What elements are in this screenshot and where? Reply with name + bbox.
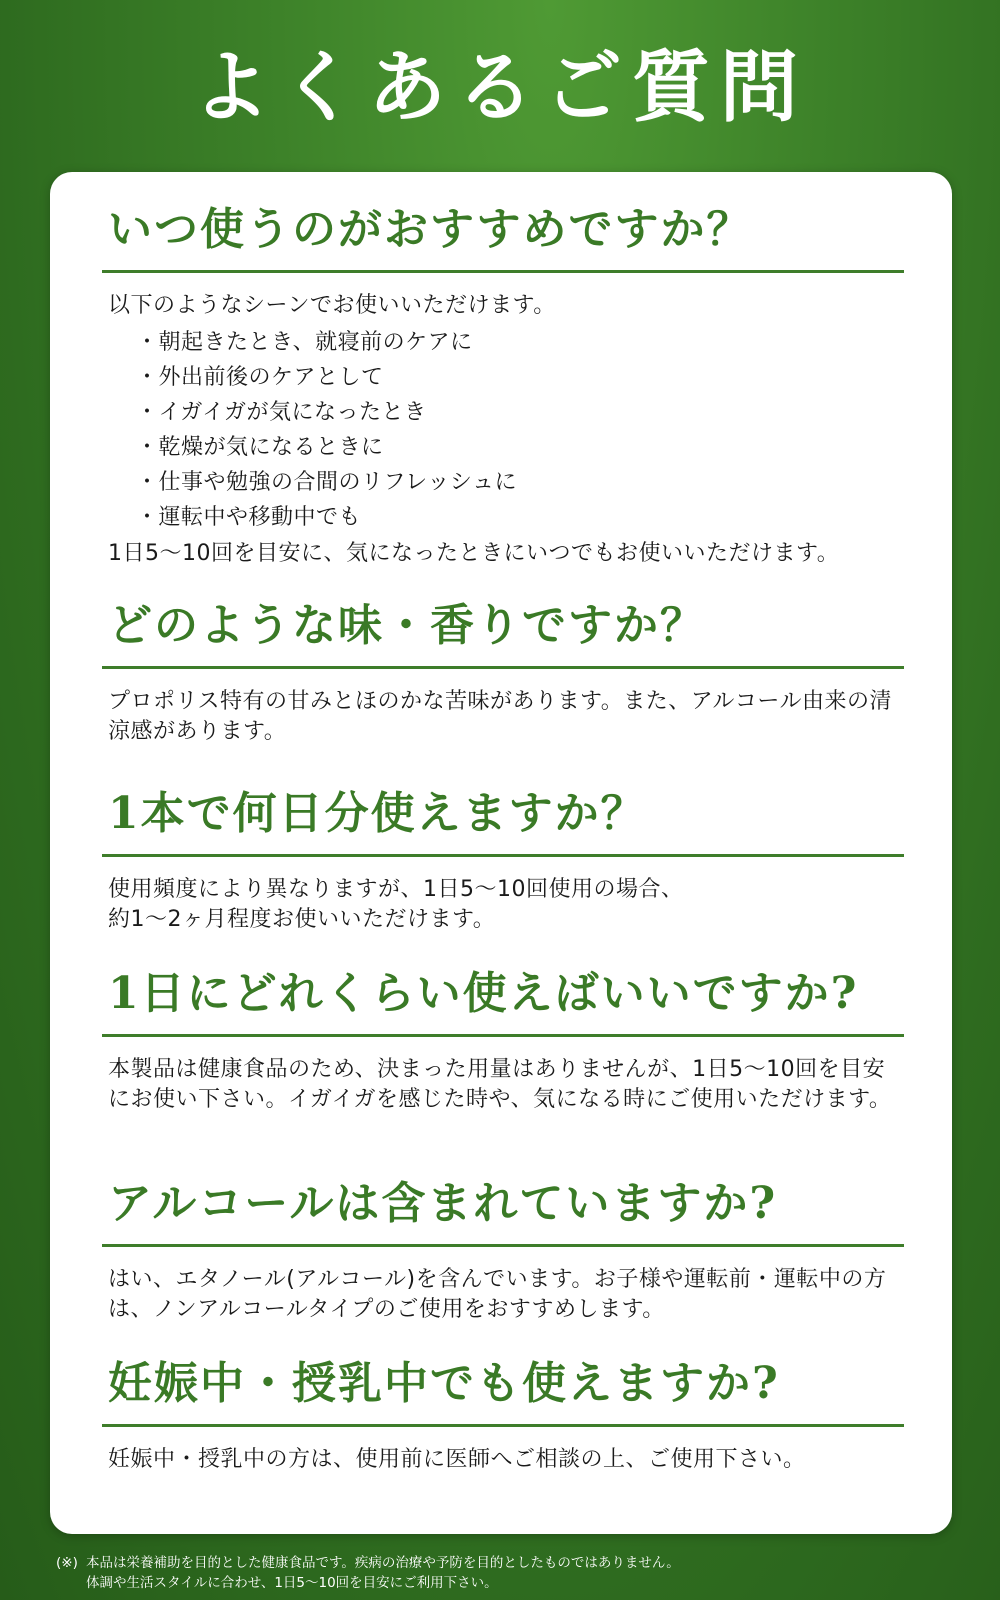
list-item: ・朝起きたとき、就寝前のケアに: [136, 330, 473, 355]
scene-list: [108, 325, 904, 535]
answer-text: 約1〜2ヶ月程度お使いいただけます。: [108, 907, 496, 932]
divider: [102, 1424, 904, 1427]
faq-question: どのような味・香りですか？: [108, 600, 706, 651]
divider: [102, 666, 904, 669]
faq-answer: [102, 875, 904, 935]
faq-question: 妊娠中・授乳中でも使えますか?: [108, 1358, 780, 1409]
divider: [102, 270, 904, 273]
faq-answer: [102, 291, 904, 569]
disclaimer-mark: (※): [56, 1555, 78, 1571]
faq-question: アルコールは含まれていますか?: [108, 1178, 778, 1229]
answer-text: 妊娠中・授乳中の方は、使用前に医師へご相談の上、ご使用下さい。: [108, 1447, 806, 1472]
answer-outro: 1日5〜10回を目安に、気になったときにいつでもお使いいただけます。: [108, 541, 840, 566]
disclaimer-text: 体調や生活スタイルに合わせ、1日5〜10回を目安にご利用下さい。: [86, 1575, 498, 1591]
list-item: ・外出前後のケアとして: [136, 365, 384, 390]
faq-item-pregnancy: [102, 1354, 904, 1475]
disclaimer-indent: [56, 1573, 86, 1593]
faq-item-taste: [102, 596, 904, 747]
answer-text: プロポリス特有の甘みとほのかな苦味があります。また、アルコール由来の清涼感があります。: [108, 689, 892, 744]
answer-text: 本製品は健康食品のため、決まった用量はありませんが、1日5〜10回を目安にお使い下さい。イガイガを感じた時や、気になる時にご使用いただけます。: [108, 1057, 892, 1112]
list-item: ・イガイガが気になったとき: [136, 400, 427, 425]
disclaimer-text: 本品は栄養補助を目的とした健康食品です。疾病の治療や予防を目的としたものではありません。: [86, 1555, 680, 1571]
faq-item-usage-timing: [102, 200, 904, 569]
faq-answer: [102, 687, 904, 747]
faq-item-daily-usage: [102, 964, 904, 1115]
faq-question: 1日にどれくらい使えばいいですか?: [108, 968, 859, 1019]
page-title: よくあるご質問: [191, 42, 808, 133]
disclaimer-line: [56, 1573, 680, 1593]
disclaimer-line: [56, 1553, 680, 1573]
divider: [102, 854, 904, 857]
list-item: ・運転中や移動中でも: [136, 505, 362, 530]
faq-item-duration: [102, 784, 904, 935]
faq-answer: [102, 1055, 904, 1115]
footer-disclaimer: [56, 1553, 680, 1593]
answer-text: 使用頻度により異なりますが、1日5〜10回使用の場合、: [108, 877, 684, 902]
faq-card: [50, 172, 952, 1534]
faq-answer: [102, 1445, 904, 1475]
list-item: ・乾燥が気になるときに: [136, 435, 384, 460]
faq-item-alcohol: [102, 1174, 904, 1325]
divider: [102, 1244, 904, 1247]
divider: [102, 1034, 904, 1037]
faq-answer: [102, 1265, 904, 1325]
answer-text: はい、エタノール(アルコール)を含んでいます。お子様や運転前・運転中の方は、ノンアルコールタイプのご使用をおすすめします。: [108, 1267, 887, 1322]
faq-question: いつ使うのがおすすめですか？: [108, 204, 753, 255]
faq-question: 1本で何日分使えますか？: [108, 788, 647, 839]
answer-intro: 以下のようなシーンでお使いいただけます。: [108, 293, 556, 318]
list-item: ・仕事や勉強の合間のリフレッシュに: [136, 470, 517, 495]
